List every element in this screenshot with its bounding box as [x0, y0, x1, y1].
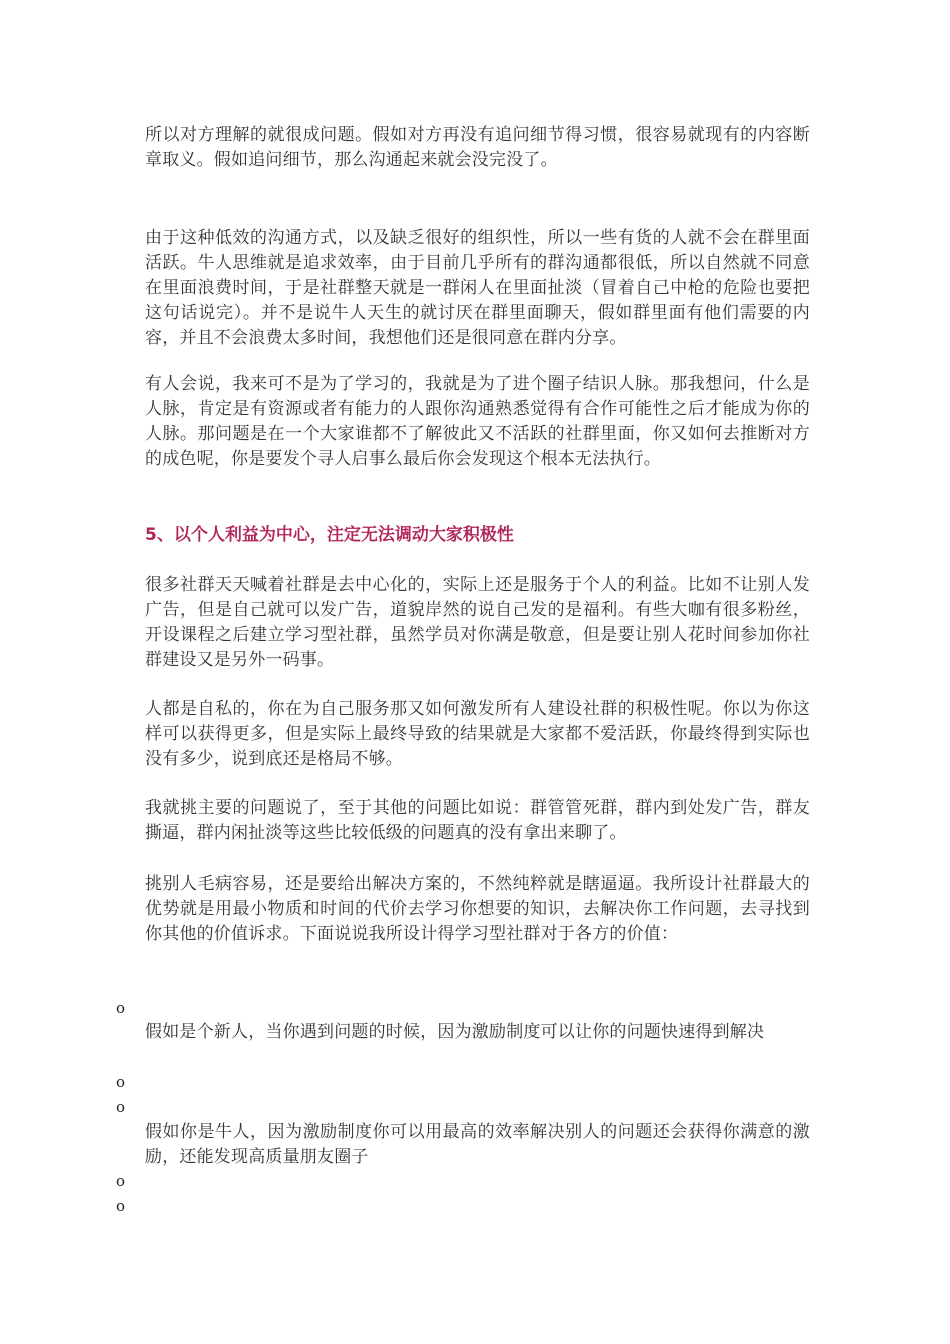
bullet-marker: o — [116, 1172, 126, 1190]
paragraph-decentralization: 很多社群天天喊着社群是去中心化的，实际上还是服务于个人的利益。比如不让别人发广告，但是自己就可以发广告，道貌岸然的说自己发的是福利。有些大咖有很多粉丝，开设课程之后建立学习型社群，虽然学员对你满是敬意，但是要让别人花时间参加你社群建设又是另外一码事。 — [145, 575, 810, 670]
paragraph-networking: 有人会说，我来可不是为了学习的，我就是为了进个圈子结识人脉。那我想问，什么是人脉，肯定是有资源或者有能力的人跟你沟通熟悉觉得有合作可能性之后才能成为你的人脉。那问题是在一个大家谁都不了解彼此又不活跃的社群里面，你又如何去推断对方的成色呢，你是要发个寻人启事么最后你会发现这个根本无法执行。 — [145, 374, 810, 469]
list-item-expert: 假如你是牛人，因为激励制度你可以用最高的效率解决别人的问题还会获得你满意的激励，还能发现高质量朋友圈子 — [145, 1122, 810, 1167]
section-heading: 5、以个人利益为中心，注定无法调动大家积极性 — [145, 525, 514, 545]
paragraph-other-problems: 我就挑主要的问题说了，至于其他的问题比如说：群管管死群，群内到处发广告，群友撕逼，群内闲扯淡等这些比较低级的问题真的没有拿出来聊了。 — [145, 798, 810, 843]
bullet-marker: o — [116, 999, 126, 1017]
paragraph-solution: 挑别人毛病容易，还是要给出解决方案的，不然纯粹就是瞎逼逼。我所设计社群最大的优势就是用最小物质和时间的代价去学习你想要的知识，去解决你工作问题，去寻找到你其他的价值诉求。下面说说我所设计得学习型社群对于各方的价值： — [145, 874, 810, 944]
paragraph-inefficient-communication: 由于这种低效的沟通方式，以及缺乏很好的组织性，所以一些有货的人就不会在群里面活跃。牛人思维就是追求效率，由于目前几乎所有的群沟通都很低，所以自然就不同意在里面浪费时间，于是社群整天就是一群闲人在里面扯淡（冒着自己中枪的危险也要把这句话说完）。并不是说牛人天生的就讨厌在群里面聊天，假如群里面有他们需要的内容，并且不会浪费太多时间，我想他们还是很同意在群内分享。 — [145, 228, 810, 348]
list-item-newcomer: 假如是个新人，当你遇到问题的时候，因为激励制度可以让你的问题快速得到解决 — [145, 1022, 765, 1042]
bullet-marker: o — [116, 1197, 126, 1215]
bullet-marker: o — [116, 1073, 126, 1091]
paragraph-communication-problem: 所以对方理解的就很成问题。假如对方再没有追问细节得习惯，很容易就现有的内容断章取义。假如追问细节，那么沟通起来就会没完没了。 — [145, 125, 810, 170]
paragraph-selfishness: 人都是自私的，你在为自己服务那又如何激发所有人建设社群的积极性呢。你以为你这样可以获得更多，但是实际上最终导致的结果就是大家都不爱活跃，你最终得到实际也没有多少，说到底还是格局不够。 — [145, 699, 810, 769]
bullet-marker: o — [116, 1098, 126, 1116]
